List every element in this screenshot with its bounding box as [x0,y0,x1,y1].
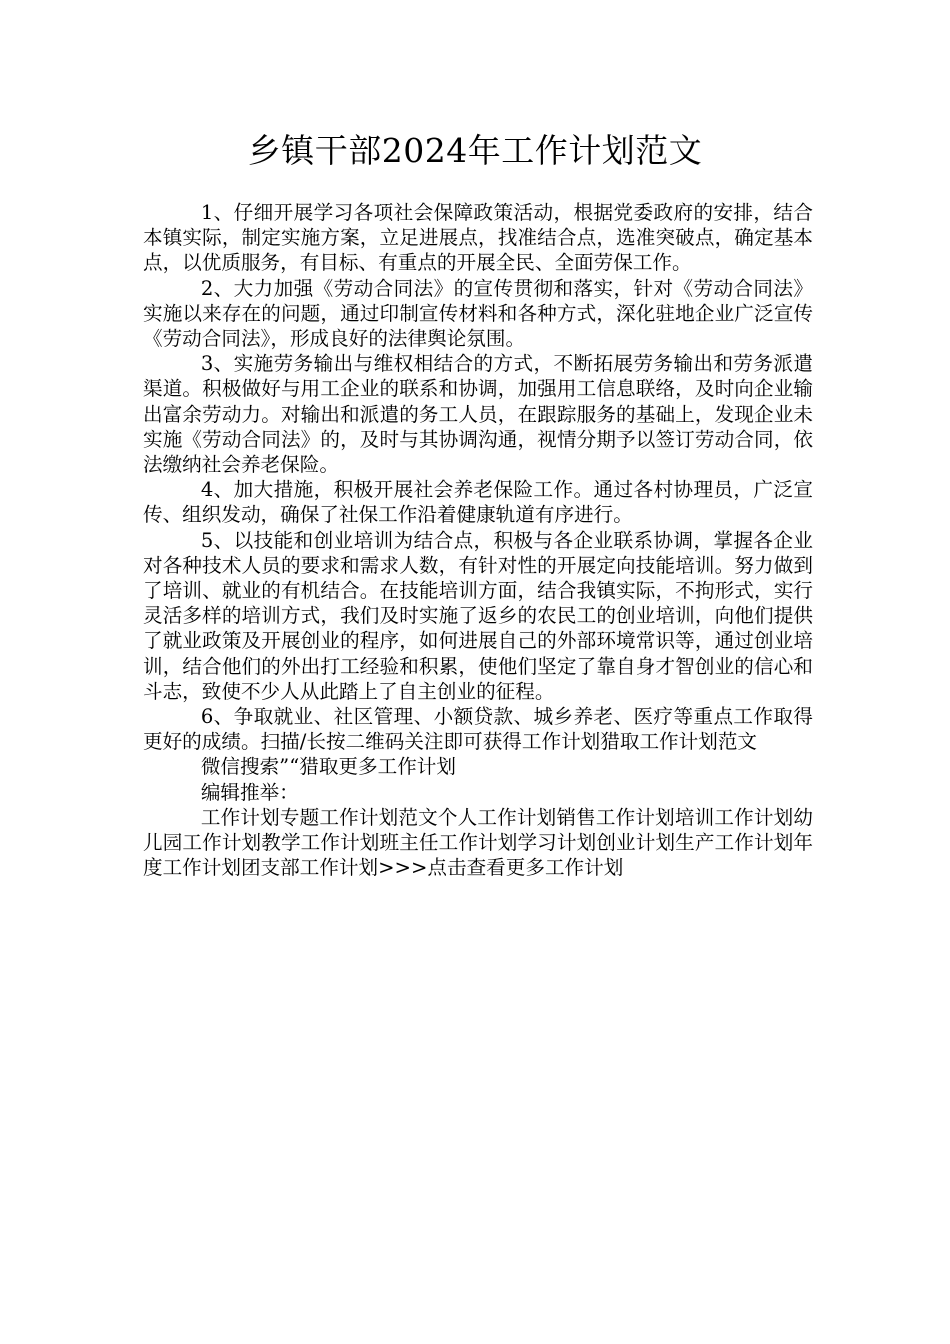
document-body [143,200,813,880]
editor-recommend-label: 编辑推举： [200,780,299,804]
paragraph-4: 4、加大措施，积极开展社会养老保险工作。通过各村协理员，广泛宣传、组织发动，确保了社保工作沿着健康轨道有序进行。 [143,478,813,527]
wechat-search-line: 微信搜索”“猎取更多工作计划 [200,755,456,779]
paragraph-2: 2、大力加强《劳动合同法》的宣传贯彻和落实，针对《劳动合同法》实施以来存在的问题，通过印制宣传材料和各种方式，深化驻地企业广泛宣传《劳动合同法》，形成良好的法律舆论氛围。 [143,276,813,351]
document-title: 乡镇干部2024年工作计划范文 [247,131,703,170]
paragraph-5: 5、以技能和创业培训为结合点，积极与各企业联系协调，掌握各企业对各种技术人员的要求和需求人数，有针对性的开展定向技能培训。努力做到了培训、就业的有机结合。在技能培训方面，结合我镇实际，不拘形式，实行灵活多样的培训方式，我们及时实施了返乡的农民工的创业培训，向他们提供了就业政策及开展创业的程序，如何进展自己的外部环境常识等，通过创业培训，结合他们的外出打工经验和积累，使他们坚定了靠自身才智创业的信心和斗志，致使不少人从此踏上了自主创业的征程。 [143,528,813,703]
paragraph-6: 6、争取就业、社区管理、小额贷款、城乡养老、医疗等重点工作取得更好的成绩。扫描/长按二维码关注即可获得工作计划猎取工作计划范文 [143,705,813,754]
paragraph-1: 1、仔细开展学习各项社会保障政策活动，根据党委政府的安排，结合本镇实际，制定实施方案，立足进展点，找准结合点，选准突破点，确定基本点，以优质服务，有目标、有重点的开展全民、全面劳保工作。 [143,201,813,275]
recommended-links[interactable]: 工作计划专题工作计划范文个人工作计划销售工作计划培训工作计划幼儿园工作计划教学工作计划班主任工作计划学习计划创业计划生产工作计划年度工作计划团支部工作计划>>>点击查看更多工作计划 [143,805,813,880]
paragraph-3: 3、实施劳务输出与维权相结合的方式，不断拓展劳务输出和劳务派遣渠道。积极做好与用工企业的联系和协调，加强用工信息联络，及时向企业输出富余劳动力。对输出和派遣的务工人员，在跟踪服务的基础上，发现企业未实施《劳动合同法》的，及时与其协调沟通，视情分期予以签订劳动合同，依法缴纳社会养老保险。 [143,352,813,477]
